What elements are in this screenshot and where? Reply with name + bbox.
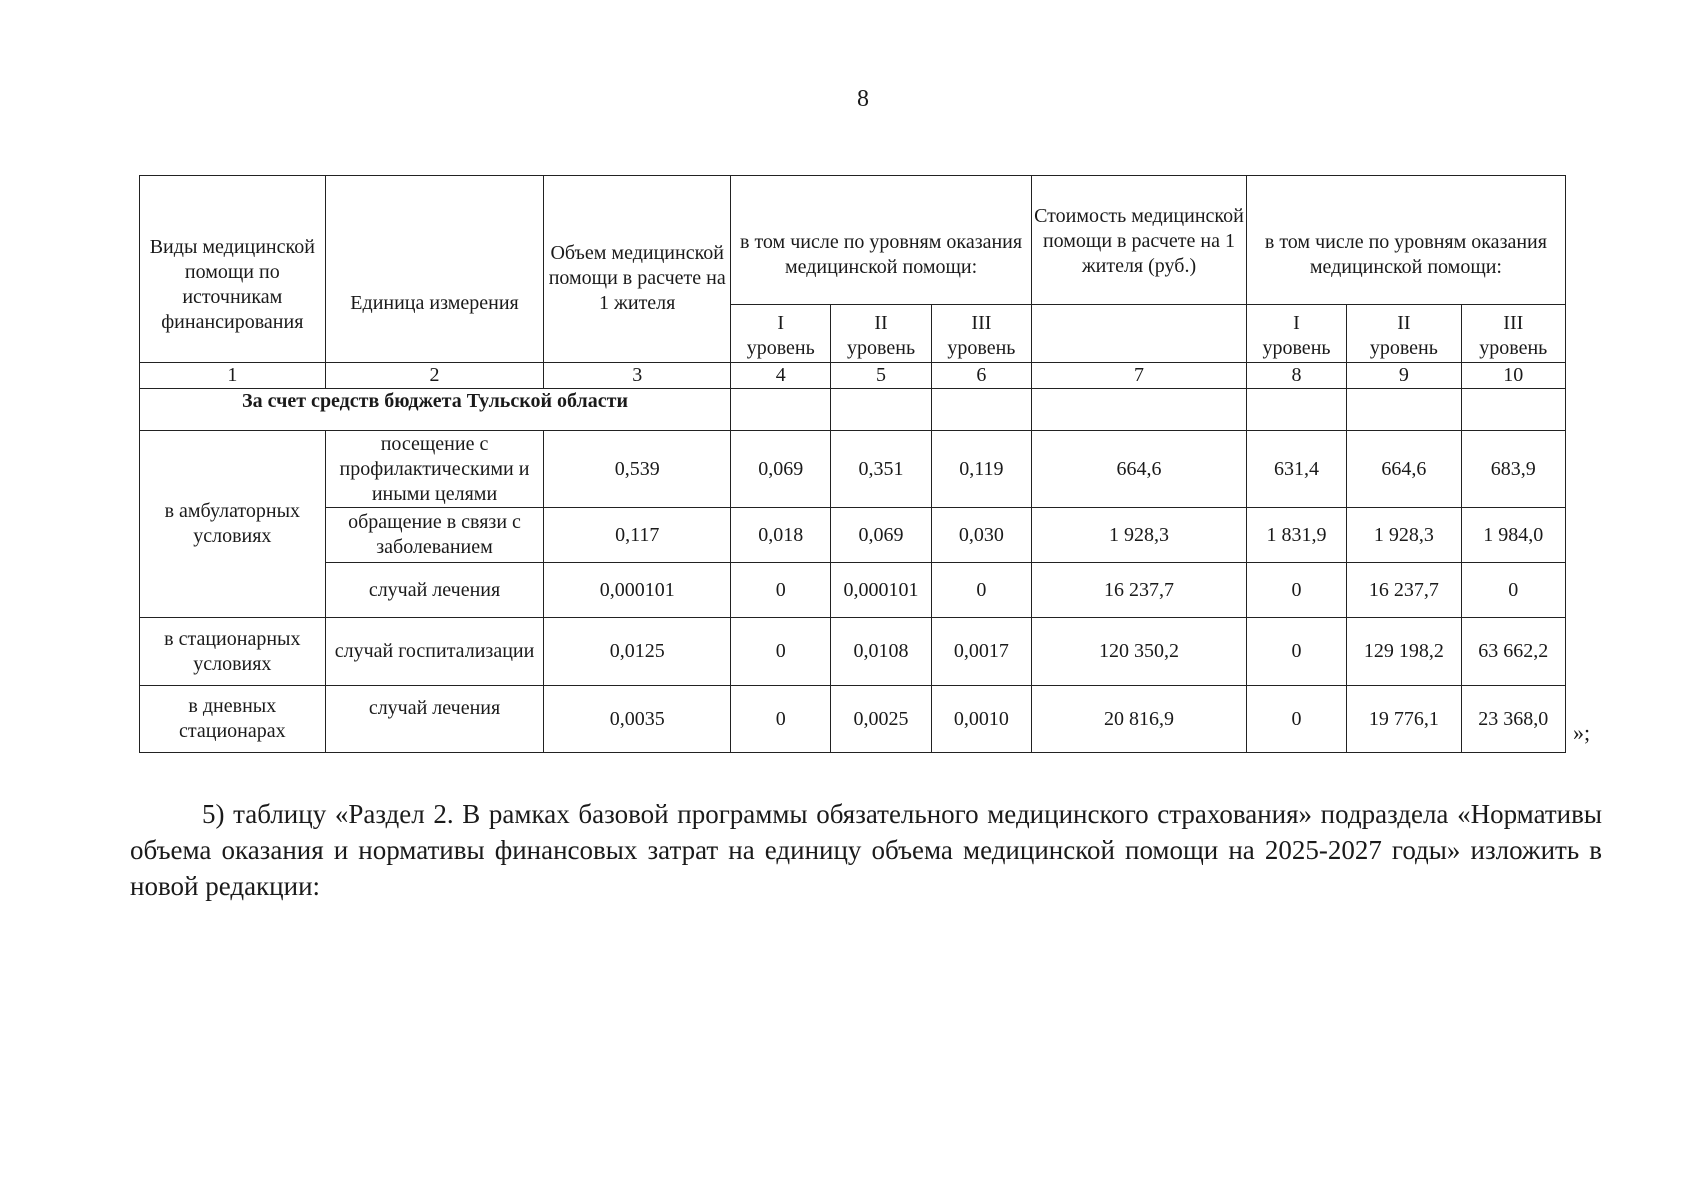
value-cell: 664,6 — [1032, 431, 1247, 508]
value-cell: 0,0025 — [831, 686, 931, 753]
unit-cell: посещение с профилактическими и иными целями — [325, 431, 544, 508]
value-cell: 1 984,0 — [1461, 508, 1565, 563]
value-cell: 20 816,9 — [1032, 686, 1247, 753]
value-cell: 683,9 — [1461, 431, 1565, 508]
value-cell: 0 — [731, 563, 831, 618]
value-cell: 0,0035 — [544, 686, 731, 753]
header-unit: Единица измерения — [325, 176, 544, 363]
column-number: 9 — [1347, 363, 1461, 389]
column-number: 4 — [731, 363, 831, 389]
value-cell: 19 776,1 — [1347, 686, 1461, 753]
norms-table — [139, 175, 1566, 753]
value-cell: 0,018 — [731, 508, 831, 563]
header-cost-level-3: III уровень — [1461, 305, 1565, 363]
value-cell: 0,351 — [831, 431, 931, 508]
unit-cell: обращение в связи с заболеванием — [325, 508, 544, 563]
value-cell: 0 — [1461, 563, 1565, 618]
header-cost-blank — [1032, 305, 1247, 363]
group-label: в стационарных условиях — [140, 618, 326, 686]
section-row — [140, 389, 1566, 431]
column-number: 3 — [544, 363, 731, 389]
value-cell: 0 — [1246, 618, 1346, 686]
group-label: в дневных стационарах — [140, 686, 326, 753]
value-cell: 1 928,3 — [1347, 508, 1461, 563]
value-cell: 0,0125 — [544, 618, 731, 686]
table-row — [140, 563, 1566, 618]
value-cell: 0,0017 — [931, 618, 1031, 686]
page-number: 8 — [857, 86, 869, 112]
value-cell: 0 — [1246, 563, 1346, 618]
table-row — [140, 431, 1566, 508]
unit-cell: случай госпитализации — [325, 618, 544, 686]
closing-quote: »; — [1573, 720, 1591, 745]
value-cell: 16 237,7 — [1347, 563, 1461, 618]
header-cost: Стоимость медицинской помощи в расчете на 1 жителя (руб.) — [1032, 176, 1247, 305]
column-number: 10 — [1461, 363, 1565, 389]
unit-cell: случай лечения — [325, 686, 544, 753]
header-cost-level-1: I уровень — [1246, 305, 1346, 363]
value-cell: 0 — [731, 686, 831, 753]
column-number: 7 — [1032, 363, 1247, 389]
column-number: 6 — [931, 363, 1031, 389]
header-volume: Объем медицинской помощи в расчете на 1 жителя — [544, 176, 731, 363]
header-level-3: III уровень — [931, 305, 1031, 363]
column-number: 5 — [831, 363, 931, 389]
value-cell: 0,069 — [731, 431, 831, 508]
group-label: в амбулаторных условиях — [140, 431, 326, 618]
value-cell: 0 — [1246, 686, 1346, 753]
value-cell: 129 198,2 — [1347, 618, 1461, 686]
column-number: 8 — [1246, 363, 1346, 389]
section-title: За счет средств бюджета Тульской области — [140, 389, 731, 431]
header-cost-levels: в том числе по уровням оказания медицинской помощи: — [1246, 176, 1565, 305]
value-cell: 120 350,2 — [1032, 618, 1247, 686]
unit-cell: случай лечения — [325, 563, 544, 618]
value-cell: 0,0108 — [831, 618, 931, 686]
header-level-1: I уровень — [731, 305, 831, 363]
value-cell: 664,6 — [1347, 431, 1461, 508]
header-level-2: II уровень — [831, 305, 931, 363]
body-paragraph: 5) таблицу «Раздел 2. В рамках базовой программы обязательного медицинского страхования» подраздела «Нормативы объема оказания и нормативы финансовых затрат на единицу объема медицинской помощи на 2025-2027 годы» изложить в новой редакции: — [130, 799, 1602, 901]
value-cell: 0,539 — [544, 431, 731, 508]
column-numbers-row — [140, 363, 1566, 389]
header-volume-levels: в том числе по уровням оказания медицинской помощи: — [731, 176, 1032, 305]
value-cell: 0 — [731, 618, 831, 686]
column-number: 1 — [140, 363, 326, 389]
value-cell: 0,000101 — [831, 563, 931, 618]
value-cell: 0 — [931, 563, 1031, 618]
value-cell: 0,119 — [931, 431, 1031, 508]
value-cell: 1 928,3 — [1032, 508, 1247, 563]
value-cell: 0,0010 — [931, 686, 1031, 753]
header-cost-level-2: II уровень — [1347, 305, 1461, 363]
value-cell: 0,117 — [544, 508, 731, 563]
column-number: 2 — [325, 363, 544, 389]
value-cell: 1 831,9 — [1246, 508, 1346, 563]
value-cell: 0,000101 — [544, 563, 731, 618]
value-cell: 0,069 — [831, 508, 931, 563]
value-cell: 63 662,2 — [1461, 618, 1565, 686]
table-row — [140, 508, 1566, 563]
value-cell: 631,4 — [1246, 431, 1346, 508]
header-care-type: Виды медицинской помощи по источникам финансирования — [140, 176, 326, 363]
value-cell: 23 368,0 — [1461, 686, 1565, 753]
value-cell: 0,030 — [931, 508, 1031, 563]
table-row — [140, 618, 1566, 686]
table-row — [140, 686, 1566, 753]
value-cell: 16 237,7 — [1032, 563, 1247, 618]
